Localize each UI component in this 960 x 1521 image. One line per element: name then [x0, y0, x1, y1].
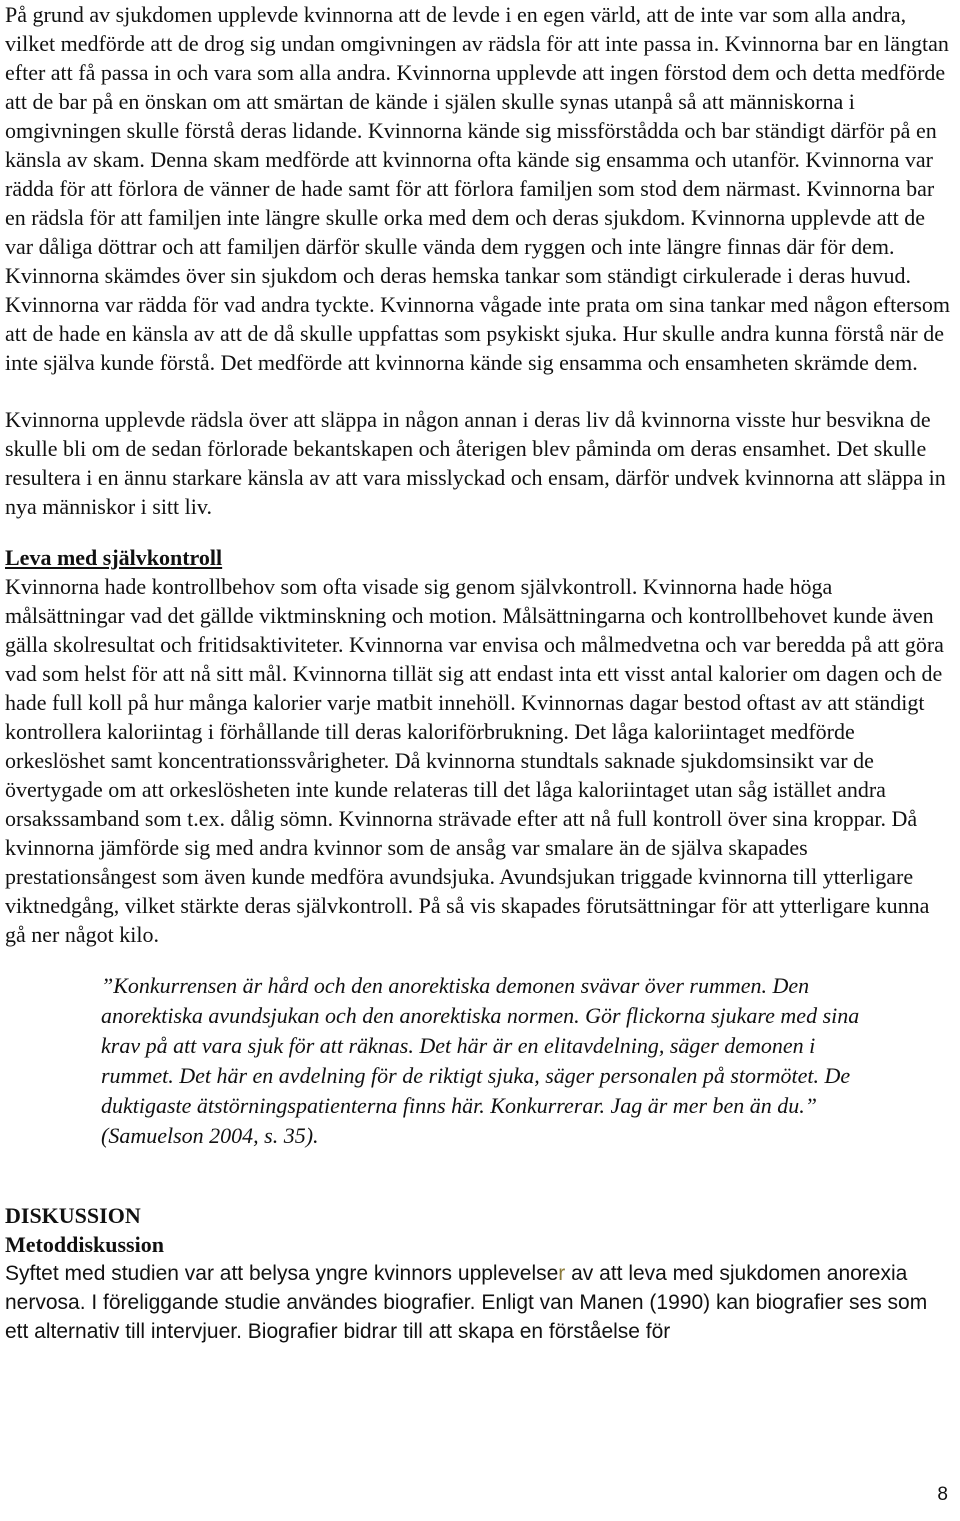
section-heading-diskussion: DISKUSSION	[5, 1203, 141, 1228]
paragraph-isolation: På grund av sjukdomen upplevde kvinnorna att de levde i en egen värld, att de inte var som alla andra, vilket medförde att de drog sig undan omgivningen av rädsla för att inte passa in. Kvinnorna bar en längtan efter att få passa in och vara som alla andra. Kvinnorna upplevde att ingen förstod dem och detta medförde att de bar på en önskan om att smärtan de kände i själen skulle synas utanpå så att människorna i omgivningen skulle förstå deras lidande. Kvinnorna kände sig missförstådda och bar ständigt därför på en känsla av skam. Denna skam medförde att kvinnorna ofta kände sig ensamma och utanför. Kvinnorna var rädda för att förlora de vänner de hade samt för att förlora familjen som stod dem närmast. Kvinnorna bar en rädsla för att familjen inte längre skulle orka med dem och deras sjukdom. Kvinnorna upplevde att de var dåliga döttrar och att familjen därför skulle vända dem ryggen och inte längre finnas där för dem. Kvinnorna skämdes över sin sjukdom och deras hemska tankar som ständigt cirkulerade i deras huvud. Kvinnorna var rädda för vad andra tyckte. Kvinnorna vågade inte prata om sina tankar med någon eftersom att de hade en känsla av att de då skulle uppfattas som psykiskt sjuka. Hur skulle andra kunna förstå när de inte själva kunde förstå. Det medförde att kvinnorna kände sig ensamma och ensamheten skrämde dem.	[5, 2, 951, 375]
page-number: 8	[937, 1484, 948, 1505]
paragraph-self-control: Kvinnorna hade kontrollbehov som ofta visade sig genom självkontroll. Kvinnorna hade höga målsättningar vad det gällde viktminskning och motion. Målsättningarna och kontrollbehovet kunde även gälla skolresultat och fritidsaktiviteter. Kvinnorna var envisa och målmedvetna och var beredda på att göra vad som helst för att nå sitt mål. Kvinnorna tillät sig att endast inta ett visst antal kalorier om dagen och de hade full koll på hur många kalorier varje matbit innehöll. Kvinnornas dagar bestod oftast av att ständigt kontrollera kaloriintag i förhållande till deras kaloriförbrukning. Det låga kaloriintaget medförde orkeslöshet samt koncentrationssvårigheter. Då kvinnorna stundtals saknade sjukdomsinsikt var de övertygade om att orkeslösheten inte kunde relateras till det låga kaloriintaget utan såg istället andra orsakssamband som t.ex. dålig sömn. Kvinnorna strävade efter att nå full kontroll över sina kroppar. Då kvinnorna jämförde sig med andra kvinnor som de ansåg var smalare än de själva skapades prestationsångest som även kunde medföra avundsjuka. Avundsjukan triggade kvinnorna till ytterligare viktnedgång, vilket stärkte deras självkontroll. På så vis skapades förutsättningar för att ytterligare kunna gå ner något kilo.	[5, 574, 944, 947]
paragraph-method-part-b: av att leva med sjukdomen anorexia nervosa. I föreliggande studie användes biografier. Enligt van Manen (1990) kan biografier ses som ett alternativ till intervjuer. Biografier bidrar till att skapa en förståelse för	[5, 1262, 928, 1343]
paragraph-fear-of-loss: Kvinnorna upplevde rädsla över att släppa in någon annan i deras liv då kvinnorna visste hur besvikna de skulle bli om de sedan förlorade bekantskapen och återigen blev påminda om deras ensamhet. Det skulle resultera i en ännu starkare känsla av att vara misslyckad och ensam, därför undvek kvinnorna att släppa in nya människor i sitt liv.	[5, 407, 946, 519]
paragraph-method-discussion	[5, 1259, 955, 1346]
subsection-heading-metoddiskussion: Metoddiskussion	[5, 1232, 164, 1257]
paragraph-method-highlight: r	[558, 1262, 566, 1285]
block-quote: ”Konkurrensen är hård och den anorektiska demonen svävar över rummen. Den anorektiska avundsjukan och den anorektiska normen. Gör flickorna sjukare med sina krav på att vara sjuk för att räknas. Det här är en elitavdelning, säger demonen i rummet. Det här en avdelning för de riktigt sjuka, säger personalen på stormötet. De duktigaste ätstörningspatienterna finns här. Konkurrerar. Jag är mer ben än du.” (Samuelson 2004, s. 35).	[101, 973, 860, 1148]
section-heading-leva-med-sjalvkontroll: Leva med självkontroll	[5, 545, 223, 570]
paragraph-method-part-a: Syftet med studien var att belysa yngre kvinnors upplevelse	[5, 1262, 559, 1285]
document-page	[5, 0, 955, 1346]
